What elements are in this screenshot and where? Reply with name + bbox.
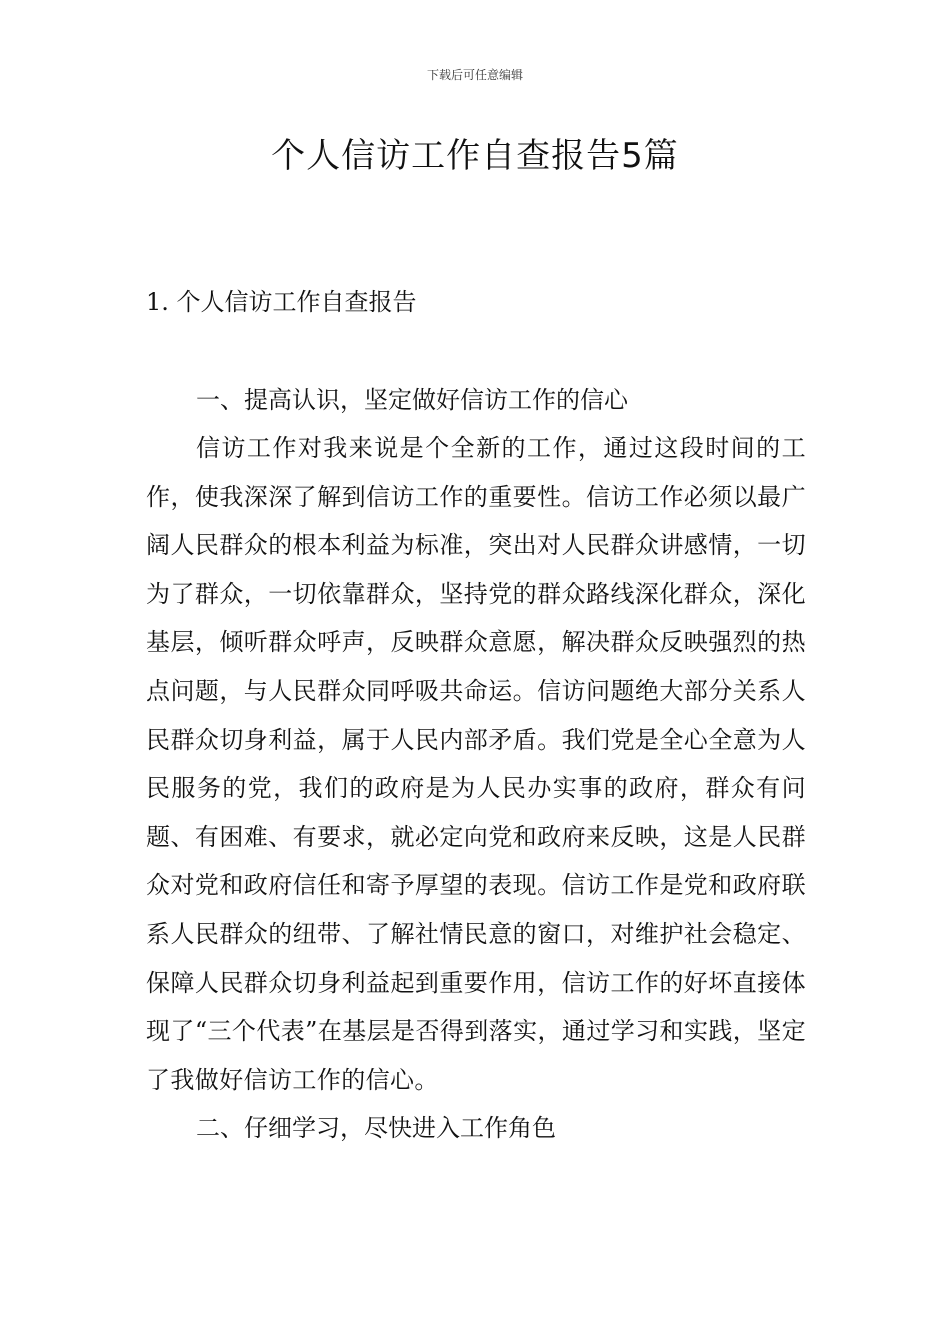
header-note: 下载后可任意编辑	[426, 68, 523, 82]
document-title: 个人信访工作自查报告5篇	[271, 136, 679, 176]
body-text	[146, 376, 806, 1152]
paragraph-1: 信访工作对我来说是个全新的工作，通过这段时间的工作，使我深深了解到信访工作的重要性。信访工作必须以最广阔人民群众的根本利益为标准，突出对人民群众讲感情，一切为了群众，一切依靠群众，坚持党的群众路线深化群众，深化基层，倾听群众呼声，反映群众意愿，解决群众反映强烈的热点问题，与人民群众同呼吸共命运。信访问题绝大部分关系人民群众切身利益，属于人民内部矛盾。我们党是全心全意为人民服务的党，我们的政府是为人民办实事的政府，群众有问题、有困难、有要求，就必定向党和政府来反映，这是人民群众对党和政府信任和寄予厚望的表现。信访工作是党和政府联系人民群众的纽带、了解社情民意的窗口，对维护社会稳定、保障人民群众切身利益起到重要作用，信访工作的好坏直接体现了“三个代表”在基层是否得到落实，通过学习和实践，坚定了我做好信访工作的信心。	[146, 434, 806, 1094]
subheading-2: 二、仔细学习，尽快进入工作角色	[196, 1114, 556, 1143]
section-heading: 1. 个人信访工作自查报告	[146, 288, 417, 316]
subheading-1: 一、提高认识，坚定做好信访工作的信心	[196, 386, 628, 414]
